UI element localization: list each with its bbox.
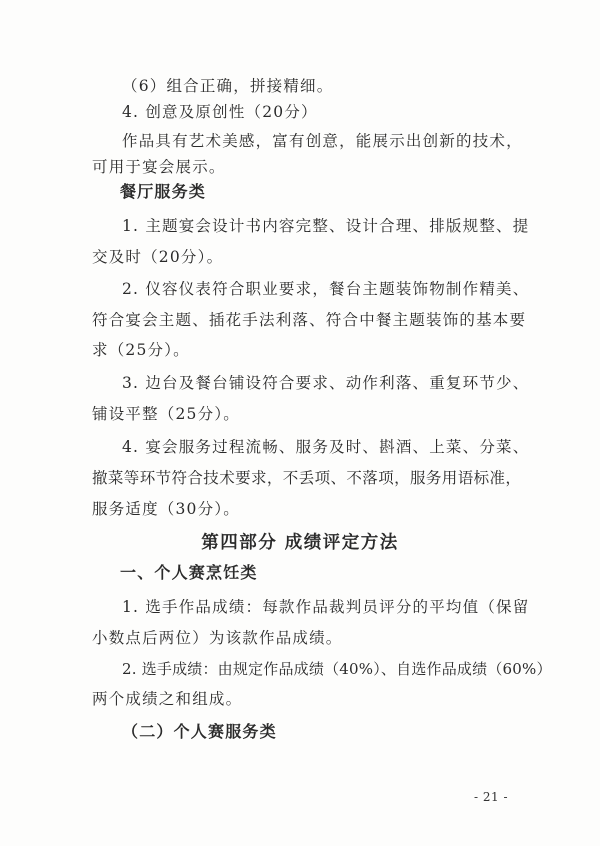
text-line: 求（25分）。 [92,341,190,359]
text-line: 小数点后两位）为该款作品成绩。 [92,629,343,647]
text-line: （6）组合正确，拼接精细。 [122,77,334,95]
subsection-heading: （二）个人赛服务类 [122,722,277,741]
text-line: 4. 宴会服务过程流畅、服务及时、斟酒、上菜、分菜、 [122,438,530,456]
text-line: 4. 创意及原创性（20分） [122,103,318,121]
text-line: 3. 边台及餐台铺设符合要求、动作利落、重复环节少、 [122,374,530,392]
text-line: 符合宴会主题、插花手法利落、符合中餐主题装饰的基本要 [92,311,527,329]
text-line: 2. 选手成绩：由规定作品成绩（40%）、自选作品成绩（60%） [122,660,552,678]
text-line: 铺设平整（25分）。 [92,405,240,423]
subsection-heading: 餐厅服务类 [120,182,207,201]
text-line: 撤菜等环节符合技术要求，不丢项、不落项，服务用语标准， [92,469,522,487]
text-line: 作品具有艺术美感，富有创意，能展示出创新的技术， [122,132,523,150]
page-number: - 21 - [474,790,509,804]
subsection-heading: 一、个人赛烹饪类 [120,563,258,582]
text-line: 服务适度（30分）。 [92,500,240,518]
text-line: 两个成绩之和组成。 [92,690,243,708]
text-line: 1. 选手作品成绩：每款作品裁判员评分的平均值（保留 [122,598,530,616]
text-line: 2. 仪容仪表符合职业要求，餐台主题装饰物制作精美、 [122,280,530,298]
text-line: 1. 主题宴会设计书内容完整、设计合理、排版规整、提 [122,217,530,235]
text-line: 可用于宴会展示。 [92,158,226,176]
section-title: 第四部分 成绩评定方法 [201,533,399,553]
text-line: 交及时（20分）。 [92,248,224,266]
